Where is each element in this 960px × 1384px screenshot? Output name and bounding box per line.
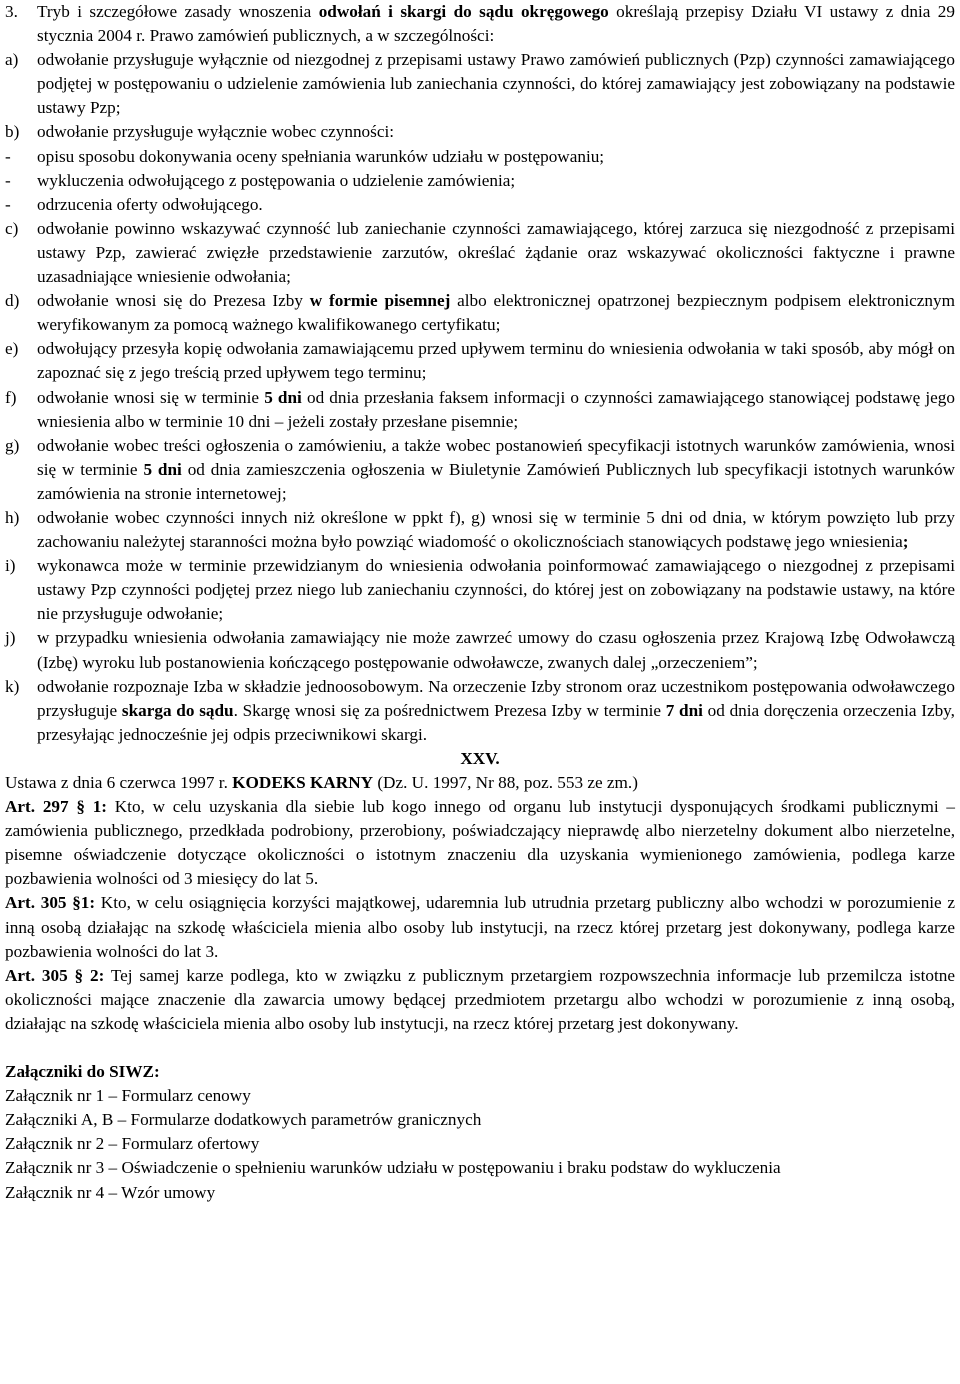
list-marker: d) — [5, 291, 20, 311]
dash-item — [5, 169, 955, 193]
section-number: 3. — [5, 2, 18, 21]
list-marker: e) — [5, 339, 19, 359]
list-item-a — [5, 48, 955, 120]
bold-phrase: 7 dni — [665, 700, 703, 720]
law-title: KODEKS KARNY — [232, 773, 374, 792]
bold-phrase: skarga do sądu — [121, 700, 234, 720]
list-item-b — [5, 120, 955, 144]
attachment-item: Załącznik nr 2 – Formularz ofertowy — [5, 1134, 260, 1154]
dash-item — [5, 145, 955, 169]
dash-marker: - — [5, 170, 11, 190]
list-item-e — [5, 337, 955, 385]
list-item-text: w przypadku wniesienia odwołania zamawiający nie może zawrzeć umowy do czasu ogłoszenia przez Krajową Izbę Odwoławczą (Izbę) wyroku lub postanowienia kończącego postępowanie odwoławcze, zwanych dalej „orzeczeniem”; — [37, 628, 955, 672]
article-297: Art. 297 § 1: Kto, w celu uzyskania dla siebie lub kogo innego od organu lub instytucji dysponujących środkami publicznymi – zamówienia publicznego, przedkłada podrobiony, przerobiony, poświadczający nieprawdę albo nierzetelny dokument albo nierzetelne, pisemne oświadczenie dotyczące okoliczności o istotnym znaczeniu dla uzyskania wymienionego zamówienia, podlega karze pozbawienia wolności od 3 miesięcy do lat 5. — [5, 797, 955, 889]
list-item-h — [5, 506, 955, 554]
document-page — [5, 0, 955, 1205]
list-item-k — [5, 675, 955, 747]
article-305-1: Art. 305 §1: Kto, w celu osiągnięcia korzyści majątkowej, udaremnia lub utrudnia przetarg publiczny albo wchodzi w porozumienie z inną osobą działając na szkodę właściciela mienia albo osoby lub instytucji, na rzecz której przetarg jest dokonywany, podlega karze pozbawienia wolności do lat 3. — [5, 893, 955, 961]
dash-item-text: opisu sposobu dokonywania oceny spełniania warunków udziału w postępowaniu; — [37, 146, 605, 166]
article-label: Art. 305 § 2: — [5, 965, 105, 985]
list-marker: a) — [5, 50, 19, 70]
bold-phrase: w formie pisemnej — [309, 291, 451, 311]
list-item-text: wykonawca może w terminie przewidzianym do wniesienia odwołania poinformować zamawiającego o niezgodnej z przepisami ustawy Pzp czynności podjętej przez niego lub zaniechaniu czynności, do której jest on zobowiązany na podstawie ustawy, na które nie przysługuje odwołanie; — [37, 556, 955, 624]
list-item-i — [5, 554, 955, 626]
list-item-g — [5, 434, 955, 506]
list-item-text: odwołanie przysługuje wyłącznie wobec czynności: — [37, 122, 394, 142]
list-marker: b) — [5, 122, 20, 142]
list-item-d — [5, 289, 955, 337]
section-3 — [5, 0, 955, 48]
list-item-text: odwołanie przysługuje wyłącznie od niezgodnej z przepisami ustawy Prawo zamówień publicznych (Pzp) czynności zamawiającego podjętej w postępowaniu o udzielenie zamówienia lub zaniechania czynności, do której zamawiający jest zobowiązany na podstawie ustawy Pzp; — [37, 50, 955, 118]
list-marker: j) — [5, 628, 16, 648]
list-item-text: odwołanie wnosi się w terminie 5 dni od dnia przesłania faksem informacji o czynności zamawiającego stanowiącej podstawę jego wniesienia albo w terminie 10 dni – jeżeli zostały przesłane pisemnie; — [37, 387, 955, 431]
article-305-2: Art. 305 § 2: Tej samej karze podlega, kto w związku z publicznym przetargiem rozpowszechnia informacje lub przemilcza istotne okoliczności mające znaczenie dla zawarcia umowy będącej przedmiotem przetargu albo wchodzi w porozumienie z inną osobą, działając na szkodę właściciela mienia albo osoby lub instytucji, na rzecz której przetarg jest dokonywany. — [5, 965, 955, 1033]
list-marker: k) — [5, 676, 20, 696]
bold-phrase: 5 dni — [143, 459, 182, 479]
article-label: Art. 305 §1: — [5, 893, 96, 913]
list-item-text: odwołanie powinno wskazywać czynność lub zaniechanie czynności zamawiającego, której zarzuca się niezgodność z przepisami ustawy Pzp, zawierać zwięzłe przedstawienie zarzutów, określać żądanie oraz wskazywać okoliczności faktyczne i prawne uzasadniające wniesienie odwołania; — [37, 218, 955, 287]
attachment-item: Załącznik nr 3 – Oświadczenie o spełnieniu warunków udziału w postępowaniu i braku podstaw do wykluczenia — [5, 1158, 781, 1178]
list-item-j — [5, 626, 955, 674]
article-label: Art. 297 § 1: — [5, 797, 108, 817]
section-heading: XXV. — [460, 748, 500, 768]
bold-phrase: odwołań i skargi do sądu okręgowego — [318, 2, 609, 21]
bold-phrase: 5 dni — [264, 387, 302, 407]
list-item-text: odwołanie wobec treści ogłoszenia o zamówieniu, a także wobec postanowień specyfikacji istotnych warunków zamówienia, wnosi się w terminie 5 dni od dnia zamieszczenia ogłoszenia w Biuletynie Zamówień Publicznych lub specyfikacji istotnych warunków zamówienia na stronie internetowej; — [37, 435, 955, 503]
dash-item-text: odrzucenia oferty odwołującego. — [37, 194, 263, 214]
spacer — [5, 1036, 955, 1060]
list-marker: i) — [5, 556, 16, 576]
list-item-f — [5, 386, 955, 434]
attachment-item: Załącznik nr 1 – Formularz cenowy — [5, 1086, 251, 1106]
law-reference: Ustawa z dnia 6 czerwca 1997 r. KODEKS KARNY (Dz. U. 1997, Nr 88, poz. 553 ze zm.) — [5, 773, 638, 792]
section-3-text: Tryb i szczegółowe zasady wnoszenia odwołań i skargi do sądu okręgowego określają przepisy Działu VI ustawy z dnia 29 stycznia 2004 r. Prawo zamówień publicznych, a w szczególności: — [37, 2, 955, 46]
list-marker: f) — [5, 387, 17, 407]
list-item-text: odwołujący przesyła kopię odwołania zamawiającemu przed upływem terminu do wniesienia odwołania w taki sposób, aby mógł on zapoznać się z jego treścią przed upływem tego terminu; — [37, 339, 955, 383]
attachment-item: Załączniki A, B – Formularze dodatkowych parametrów granicznych — [5, 1110, 482, 1130]
list-marker: c) — [5, 218, 19, 238]
attachments-heading: Załączniki do SIWZ: — [5, 1062, 160, 1082]
dash-item — [5, 193, 955, 217]
bold-phrase: ; — [902, 532, 909, 552]
dash-item-text: wykluczenia odwołującego z postępowania o udzielenie zamówienia; — [37, 170, 516, 190]
list-item-text: odwołanie wnosi się do Prezesa Izby w formie pisemnej albo elektronicznej opatrzonej bezpiecznym podpisem elektronicznym weryfikowanym za pomocą ważnego kwalifikowanego certyfikatu; — [37, 291, 955, 335]
attachment-item: Załącznik nr 4 – Wzór umowy — [5, 1182, 216, 1202]
list-item-c — [5, 217, 955, 289]
list-marker: h) — [5, 507, 20, 527]
list-marker: g) — [5, 435, 20, 455]
dash-marker: - — [5, 194, 11, 214]
dash-marker: - — [5, 146, 11, 166]
list-item-text: odwołanie rozpoznaje Izba w składzie jednoosobowym. Na orzeczenie Izby stronom oraz uczestnikom postępowania odwoławczego przysługuje skarga do sądu. Skargę wnosi się za pośrednictwem Prezesa Izby w terminie 7 dni od dnia doręczenia orzeczenia Izby, przesyłając jednocześnie jej odpis przeciwnikowi skargi. — [37, 676, 955, 744]
list-item-text: odwołanie wobec czynności innych niż określone w ppkt f), g) wnosi się w terminie 5 dni od dnia, w którym powzięto lub przy zachowaniu należytej staranności można było powziąć wiadomość o okolicznościach stanowiących podstawę jego wniesienia; — [37, 507, 955, 552]
